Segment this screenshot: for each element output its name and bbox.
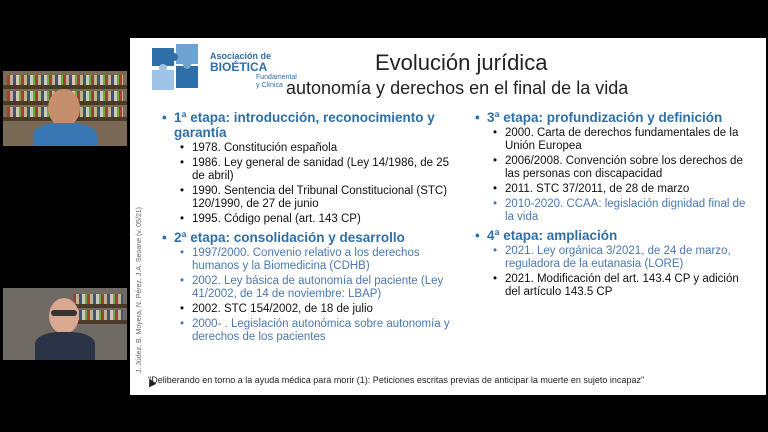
participant-1-torso [33, 123, 97, 146]
bullet-icon: • [180, 318, 185, 330]
list-item [493, 198, 755, 224]
section-heading-4 [475, 228, 755, 243]
bullet-icon: • [162, 230, 167, 245]
participant-video-1[interactable] [3, 71, 127, 146]
list-item-text: 1997/2000. Convenio relativo a los derechos humanos y la Biomedicina (CDHB) [192, 247, 420, 272]
list-item [180, 318, 452, 344]
section-heading-1 [162, 110, 452, 140]
logo-line-1: Asociación de [210, 51, 272, 61]
logo-line-3: Fundamental [256, 74, 297, 81]
section-heading-text: 1ª etapa: introducción, reconocimiento y garantía [174, 110, 435, 140]
list-item-text: 2002. STC 154/2002, de 18 de julio [192, 303, 373, 315]
slide-title: Evolución jurídica [375, 50, 548, 75]
bullet-icon: • [475, 110, 480, 125]
list-item-text: 2011. STC 37/2011, de 28 de marzo [505, 183, 690, 195]
bullet-icon: • [493, 198, 498, 210]
participant-2-glasses [51, 310, 77, 316]
bullet-icon: • [180, 275, 185, 287]
section-list-2 [162, 247, 452, 344]
list-item [493, 127, 755, 153]
list-item-text: 2006/2008. Convención sobre los derechos de las personas con discapacidad [505, 155, 743, 180]
bullet-icon: • [493, 127, 498, 139]
list-item-text: 2002. Ley básica de autonomía del paciente (Ley 41/2002, de 14 de noviembre: LBAP) [192, 275, 444, 300]
association-logo-icon [150, 42, 208, 94]
bullet-icon: • [180, 142, 185, 154]
list-item [180, 247, 452, 273]
section-heading-text: 3ª etapa: profundización y definición [487, 110, 723, 125]
section-heading-text: 4ª etapa: ampliación [487, 228, 618, 243]
slide-subtitle: autonomía y derechos en el final de la vida [286, 78, 629, 98]
participant-2-head [49, 298, 79, 334]
list-item-text: 1990. Sentencia del Tribunal Constitucional (STC) 120/1990, de 27 de junio [192, 185, 448, 210]
list-item-text: 1986. Ley general de sanidad (Ley 14/1986, de 25 de abril) [192, 157, 450, 182]
list-item-text: 1978. Constitución española [192, 142, 338, 154]
list-item [493, 273, 755, 299]
participant-2-torso [35, 332, 95, 360]
bullet-icon: • [180, 185, 185, 197]
bullet-icon: • [180, 213, 185, 225]
bullet-icon: • [493, 155, 498, 167]
bullet-icon: • [493, 183, 498, 195]
list-item-text: 2000. Carta de derechos fundamentales de la Unión Europea [505, 127, 739, 152]
bullet-icon: • [475, 228, 480, 243]
list-item [180, 275, 452, 301]
list-item [180, 213, 452, 226]
logo-text [210, 51, 297, 90]
section-heading-3 [475, 110, 755, 125]
list-item [493, 245, 755, 271]
bullet-icon: • [180, 303, 185, 315]
section-list-4 [475, 245, 755, 299]
section-heading-text: 2ª etapa: consolidación y desarrollo [174, 230, 405, 245]
slide-credit-text: J. Júdez, B. Moyera, N. Pérez, J.A. Seoane (v. 05/21) [136, 206, 143, 373]
list-item [493, 155, 755, 181]
bullet-icon: • [180, 157, 185, 169]
list-item [493, 183, 755, 196]
shared-slide [130, 38, 766, 395]
section-heading-2 [162, 230, 452, 245]
right-column [475, 110, 755, 303]
slide-footer: "Deliberando en torno a la ayuda médica para morir (1): Peticiones escritas previas de anticipar la muerte en sujeto incapaz" [148, 375, 645, 385]
bullet-icon: • [180, 247, 185, 259]
list-item-text: 2000- . Legislación autonómica sobre autonomía y derechos de los pacientes [192, 318, 450, 343]
list-item-text: 2021. Ley orgánica 3/2021, de 24 de marzo, reguladora de la eutanasia (LORE) [505, 245, 731, 270]
participant-video-2[interactable] [3, 288, 127, 360]
participant-1-head [48, 89, 80, 127]
list-item-text: 2021. Modificación del art. 143.4 CP y adición del artículo 143.5 CP [505, 273, 739, 298]
list-item [180, 142, 452, 155]
logo-line-2: BIOÉTICA [210, 60, 268, 74]
bullet-icon: • [162, 110, 167, 125]
left-column [162, 110, 452, 348]
bullet-icon: • [493, 273, 498, 285]
list-item [180, 157, 452, 183]
bullet-icon: • [493, 245, 498, 257]
logo-line-4: y Clínica [256, 82, 283, 89]
list-item [180, 303, 452, 316]
list-item-text: 2010-2020. CCAA: legislación dignidad final de la vida [505, 198, 746, 223]
list-item [180, 185, 452, 211]
section-list-3 [475, 127, 755, 224]
list-item-text: 1995. Código penal (art. 143 CP) [192, 213, 361, 225]
slide-credit [134, 188, 148, 373]
section-list-1 [162, 142, 452, 226]
